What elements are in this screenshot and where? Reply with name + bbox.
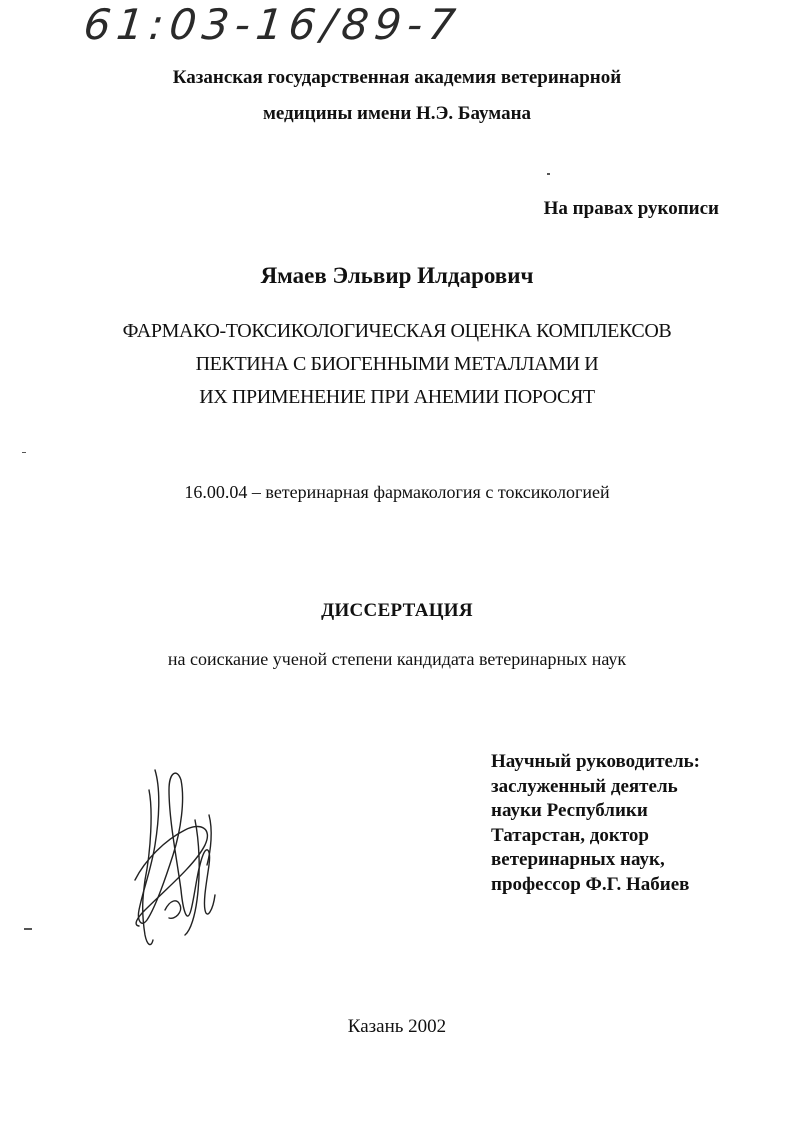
handwritten-catalog-number: 61:03-16/89-7	[81, 0, 464, 49]
advisor-line-5: ветеринарных наук,	[491, 849, 665, 870]
degree-sought: на соискание ученой степени кандидата ветеринарных наук	[167, 649, 627, 669]
title-line-2: ПЕКТИНА С БИОГЕННЫМИ МЕТАЛЛАМИ И	[195, 353, 599, 375]
scan-speck	[24, 928, 32, 930]
scientific-advisor	[491, 750, 700, 897]
advisor-line-4: Татарстан, доктор	[491, 824, 649, 846]
city-year: Казань 2002	[347, 1016, 447, 1037]
advisor-line-6: профессор Ф.Г. Набиев	[491, 873, 690, 895]
institution-line-1: Казанская государственная академия ветеринарной	[172, 67, 622, 88]
document-type: ДИССЕРТАЦИЯ	[321, 600, 473, 621]
handwritten-signature	[125, 760, 235, 950]
title-line-3: ИХ ПРИМЕНЕНИЕ ПРИ АНЕМИИ ПОРОСЯТ	[199, 386, 595, 408]
institution-line-2: медицины имени Н.Э. Баумана	[262, 103, 532, 124]
title-line-1: ФАРМАКО-ТОКСИКОЛОГИЧЕСКАЯ ОЦЕНКА КОМПЛЕКСОВ	[122, 320, 672, 342]
rights-note: На правах рукописи	[543, 198, 719, 219]
scan-speck	[547, 173, 550, 175]
scan-speck	[22, 452, 26, 453]
author-name: Ямаев Эльвир Илдарович	[260, 263, 534, 288]
advisor-line-3: науки Республики	[491, 800, 648, 821]
advisor-line-2: заслуженный деятель	[491, 775, 678, 797]
advisor-line-1: Научный руководитель:	[491, 751, 700, 772]
specialty-code: 16.00.04 – ветеринарная фармакология с токсикологией	[184, 482, 610, 502]
